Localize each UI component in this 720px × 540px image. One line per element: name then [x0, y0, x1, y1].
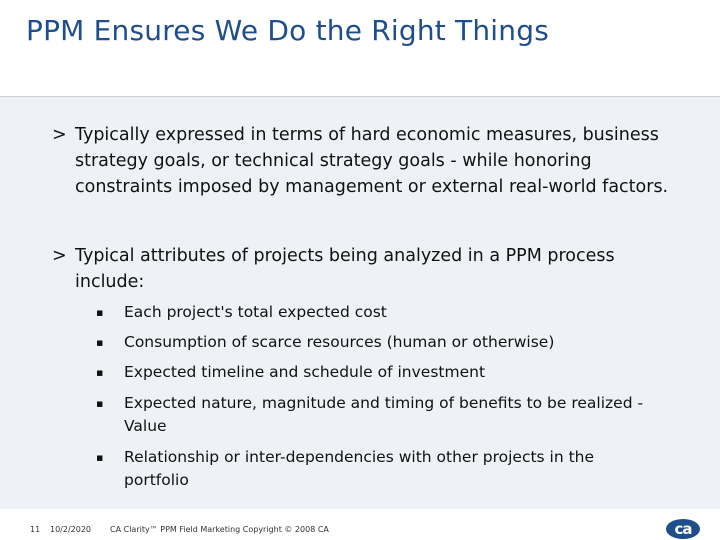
slide-footer: [0, 509, 720, 540]
ca-logo-icon: ca: [666, 519, 700, 539]
sub-bullet-item: [96, 361, 656, 384]
sub-bullet-item: [96, 301, 656, 324]
title-area: [0, 0, 720, 97]
slide-content: [0, 97, 720, 509]
bullet-text: Typical attributes of projects being analyzed in a PPM process include:: [75, 246, 615, 292]
sub-bullet-text: Relationship or inter-dependencies with other projects in the portfolio: [124, 448, 595, 489]
sub-bullet-item: [96, 331, 656, 354]
footer-date: 10/2/2020: [50, 525, 92, 534]
sub-bullet-text: Expected timeline and schedule of investment: [124, 363, 486, 381]
sub-bullet-text: Consumption of scarce resources (human or otherwise): [124, 333, 555, 351]
page-number: 11: [30, 525, 41, 534]
bullet-item: [52, 243, 672, 295]
sub-bullet-marker: ▪: [96, 336, 104, 349]
sub-bullet-marker: ▪: [96, 397, 104, 410]
sub-bullet-item: [96, 392, 656, 438]
slide-title: PPM Ensures We Do the Right Things: [26, 14, 549, 47]
sub-bullet-text: Expected nature, magnitude and timing of benefits to be realized - Value: [124, 394, 644, 435]
sub-bullet-marker: ▪: [96, 306, 104, 319]
bullet-text: Typically expressed in terms of hard economic measures, business strategy goals, or technical strategy goals - while honoring constraints imposed by management or external real-world factors.: [75, 125, 669, 197]
sub-bullet-marker: ▪: [96, 366, 104, 379]
bullet-item: [52, 122, 672, 200]
bullet-marker: >: [52, 246, 67, 266]
sub-bullet-item: [96, 446, 656, 492]
footer-copyright: CA Clarity™ PPM Field Marketing Copyright © 2008 CA: [110, 525, 329, 534]
bullet-marker: >: [52, 125, 67, 145]
sub-bullet-marker: ▪: [96, 451, 104, 464]
sub-bullet-text: Each project's total expected cost: [124, 303, 387, 321]
